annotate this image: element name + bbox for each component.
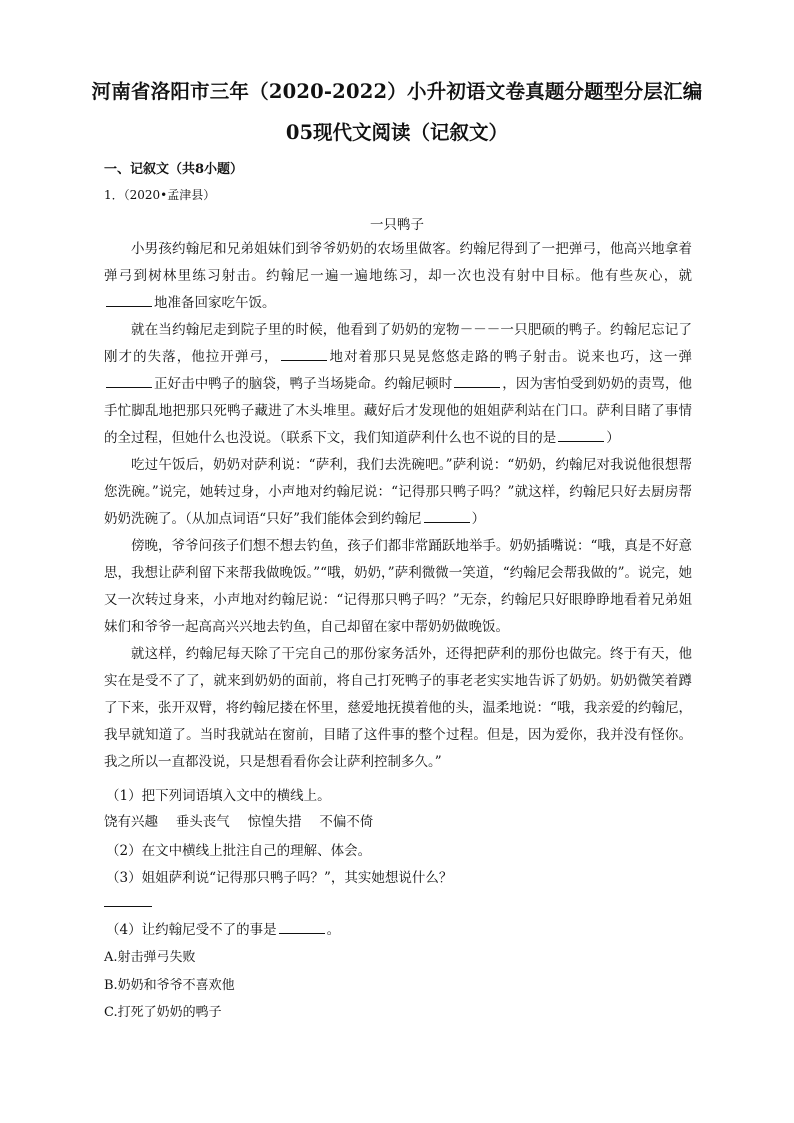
option-b: B.奶奶和爷爷不喜欢他 xyxy=(104,978,235,993)
paragraph-1: 小男孩约翰尼和兄弟姐妹们到爷爷奶奶的农场里做客。约翰尼得到了一把弹弓，他高兴地拿着弹弓到树林里练习射击。约翰尼一遍一遍地练习，却一次也没有射中目标。他有些灰心，就地准备回家吃午饭。 xyxy=(104,241,692,311)
paragraph-3: 吃过午饭后，奶奶对萨利说：“萨利，我们去洗碗吧。”萨利说：“奶奶，约翰尼对我说他很想帮您洗碗。”说完，她转过身，小声地对约翰尼说：“记得那只鸭子吗？”就这样，约翰尼只好去厨房帮奶奶洗碗了。（从加点词语“只好”我们能体会到约翰尼 ） xyxy=(104,457,692,527)
fill-blank xyxy=(281,348,327,361)
section-heading: 一、记叙文（共8小题） xyxy=(104,162,244,177)
document-subtitle: 05现代文阅读（记叙文） xyxy=(285,121,509,144)
fill-blank xyxy=(454,375,500,388)
fill-blank xyxy=(106,375,152,388)
answer-line xyxy=(104,906,152,907)
option-c: C.打死了奶奶的鸭子 xyxy=(104,1005,222,1020)
paragraph-4: 傍晚，爷爷问孩子们想不想去钓鱼，孩子们都非常踊跃地举手。奶奶插嘴说：“哦，真是不好意思，我想让萨利留下来帮我做晚饭。”“哦，奶奶，”萨利微微一笑道，“约翰尼会帮我做的”。说完，她又一次转过身来，小声地对约翰尼说：“记得那只鸭子吗？”无奈，约翰尼只好眼睁睁地看着兄弟姐妹们和爷爷一起高高兴兴地去钓鱼，自己却留在家中帮奶奶做晚饭。 xyxy=(104,538,693,635)
fill-blank xyxy=(424,510,470,523)
fill-blank xyxy=(279,921,325,934)
subquestion-1: （1）把下列词语填入文中的横线上。 xyxy=(106,788,331,804)
subquestion-2: （2）在文中横线上批注自己的理解、体会。 xyxy=(106,843,372,859)
fill-blank xyxy=(558,429,604,442)
story-title: 一只鸭子 xyxy=(370,217,424,233)
fill-blank xyxy=(106,294,152,307)
question-number: 1．（2020•孟津县） xyxy=(104,188,216,202)
document-title: 河南省洛阳市三年（2020-2022）小升初语文卷真题分题型分层汇编 xyxy=(91,80,703,103)
story-body xyxy=(104,236,692,776)
subquestion-4: （4）让约翰尼受不了的事是 。 xyxy=(106,922,341,938)
option-a: A.射击弹弓失败 xyxy=(104,950,196,965)
paragraph-5: 就这样，约翰尼每天除了干完自己的那份家务活外，还得把萨利的那份也做完。终于有天，他实在是受不了了，就来到奶奶的面前，将自己打死鸭子的事老老实实地告诉了奶奶。奶奶微笑着蹲了下来，张开双臂，将约翰尼搂在怀里，慈爱地抚摸着他的头，温柔地说：“哦，我亲爱的约翰尼，我早就知道了。当时我就站在窗前，目睹了这件事的整个过程。但是，因为爱你，我并没有怪你。我之所以一直都没说，只是想看看你会让萨利控制多久。” xyxy=(104,646,692,770)
word-bank: 饶有兴趣 垂头丧气 惊惶失措 不偏不倚 xyxy=(104,814,374,830)
paragraph-2: 就在当约翰尼走到院子里的时候，他看到了奶奶的宠物－－－一只肥硕的鸭子。约翰尼忘记了刚才的失落，他拉开弹弓， 地对着那只晃晃悠悠走路的鸭子射击。说来也巧，这一弹正好击中鸭子的脑袋，鸭子当场毙命。约翰尼顿时 ，因为害怕受到奶奶的责骂，他手忙脚乱地把那只死鸭子藏进了木头堆里。藏好后才发现他的姐姐萨利站在门口。萨利目睹了事情的全过程，但她什么也没说。（联系下文，我们知道萨利什么也不说的目的是 ） xyxy=(104,322,693,446)
subquestion-3: （3）姐姐萨利说“记得那只鸭子吗？”，其实她想说什么？ xyxy=(106,870,453,886)
